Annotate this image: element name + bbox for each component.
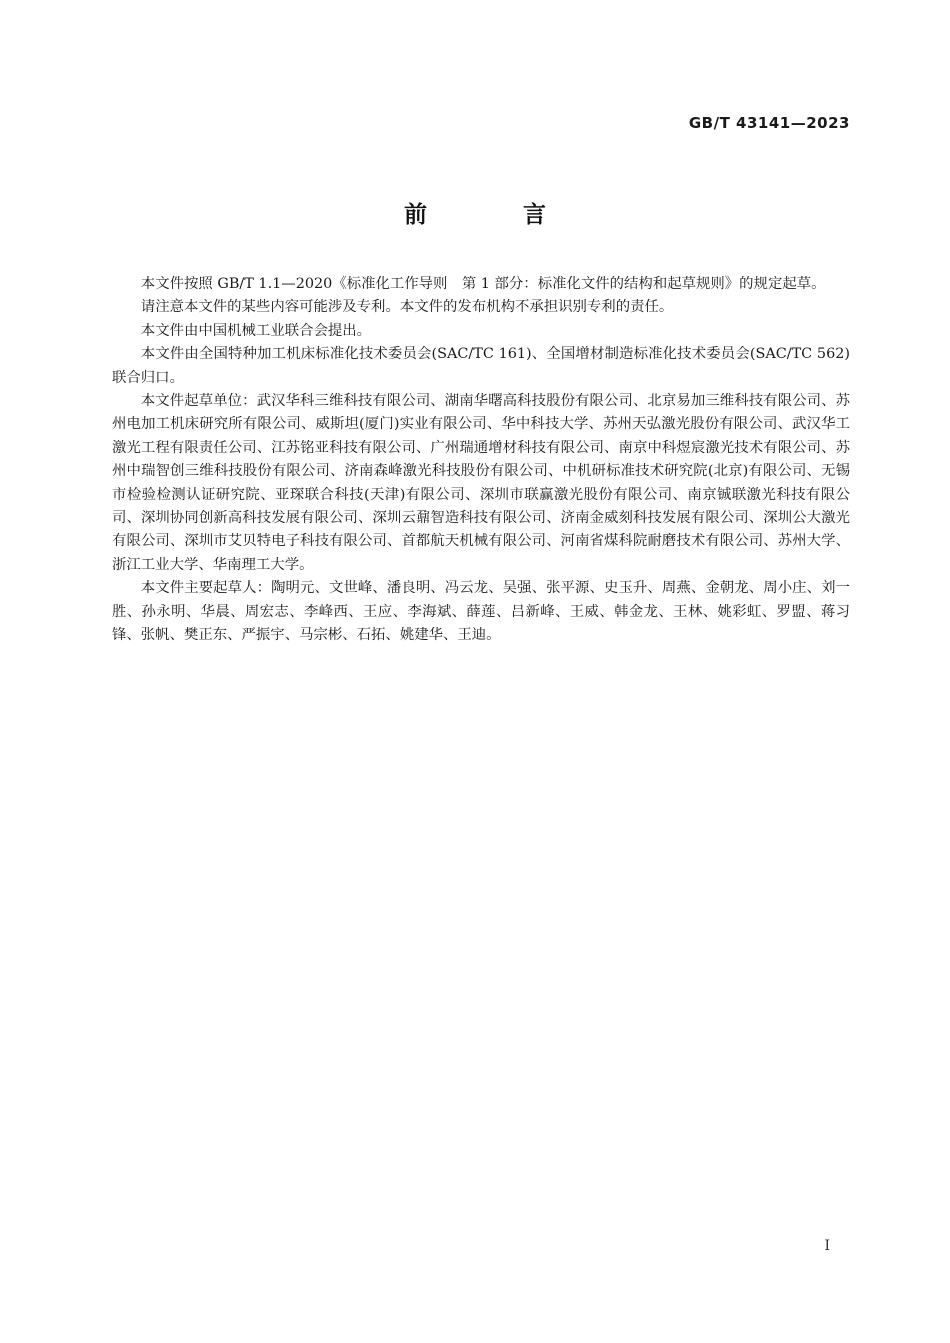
foreword-body [112, 273, 850, 648]
page-number: I [824, 1238, 830, 1254]
standard-code: GB/T 43141—2023 [688, 114, 850, 132]
paragraph-administration: 本文件由全国特种加工机床标准化技术委员会(SAC/TC 161)、全国增材制造标准化技术委员会(SAC/TC 562)联合归口。 [112, 346, 850, 386]
paragraph-drafters: 本文件主要起草人：陶明元、文世峰、潘良明、冯云龙、吴强、张平源、史玉升、周燕、金朝龙、周小庄、刘一胜、孙永明、华晨、周宏志、李峰西、王应、李海斌、薛莲、吕新峰、王威、韩金龙、王林、姚彩虹、罗盟、蒋习锋、张帆、樊正东、严振宇、马宗彬、石拓、姚建华、王迪。 [112, 580, 850, 644]
page-title: 前 言 [403, 202, 590, 228]
paragraph-patent-notice: 请注意本文件的某些内容可能涉及专利。本文件的发布机构不承担识别专利的责任。 [140, 299, 674, 316]
paragraph-proposer: 本文件由中国机械工业联合会提出。 [140, 322, 372, 339]
paragraph-drafting-rules: 本文件按照 GB/T 1.1—2020《标准化工作导则 第 1 部分：标准化文件的结构和起草规则》的规定起草。 [140, 276, 826, 292]
paragraph-drafting-units: 本文件起草单位：武汉华科三维科技有限公司、湖南华曙高科技股份有限公司、北京易加三维科技有限公司、苏州电加工机床研究所有限公司、威斯坦(厦门)实业有限公司、华中科技大学、苏州天弘激光股份有限公司、武汉华工激光工程有限责任公司、江苏铭亚科技有限公司、广州瑞通增材科技有限公司、南京中科煜宸激光技术有限公司、苏州中瑞智创三维科技股份有限公司、济南森峰激光科技股份有限公司、中机研标准技术研究院(北京)有限公司、无锡市检验检测认证研究院、亚琛联合科技(天津)有限公司、深圳市联赢激光股份有限公司、南京铖联激光科技有限公司、深圳协同创新高科技发展有限公司、深圳云鼐智造科技有限公司、济南金威刻科技发展有限公司、深圳公大激光有限公司、深圳市艾贝特电子科技有限公司、首都航天机械有限公司、河南省煤科院耐磨技术有限公司、苏州大学、浙江工业大学、华南理工大学。 [112, 393, 850, 573]
